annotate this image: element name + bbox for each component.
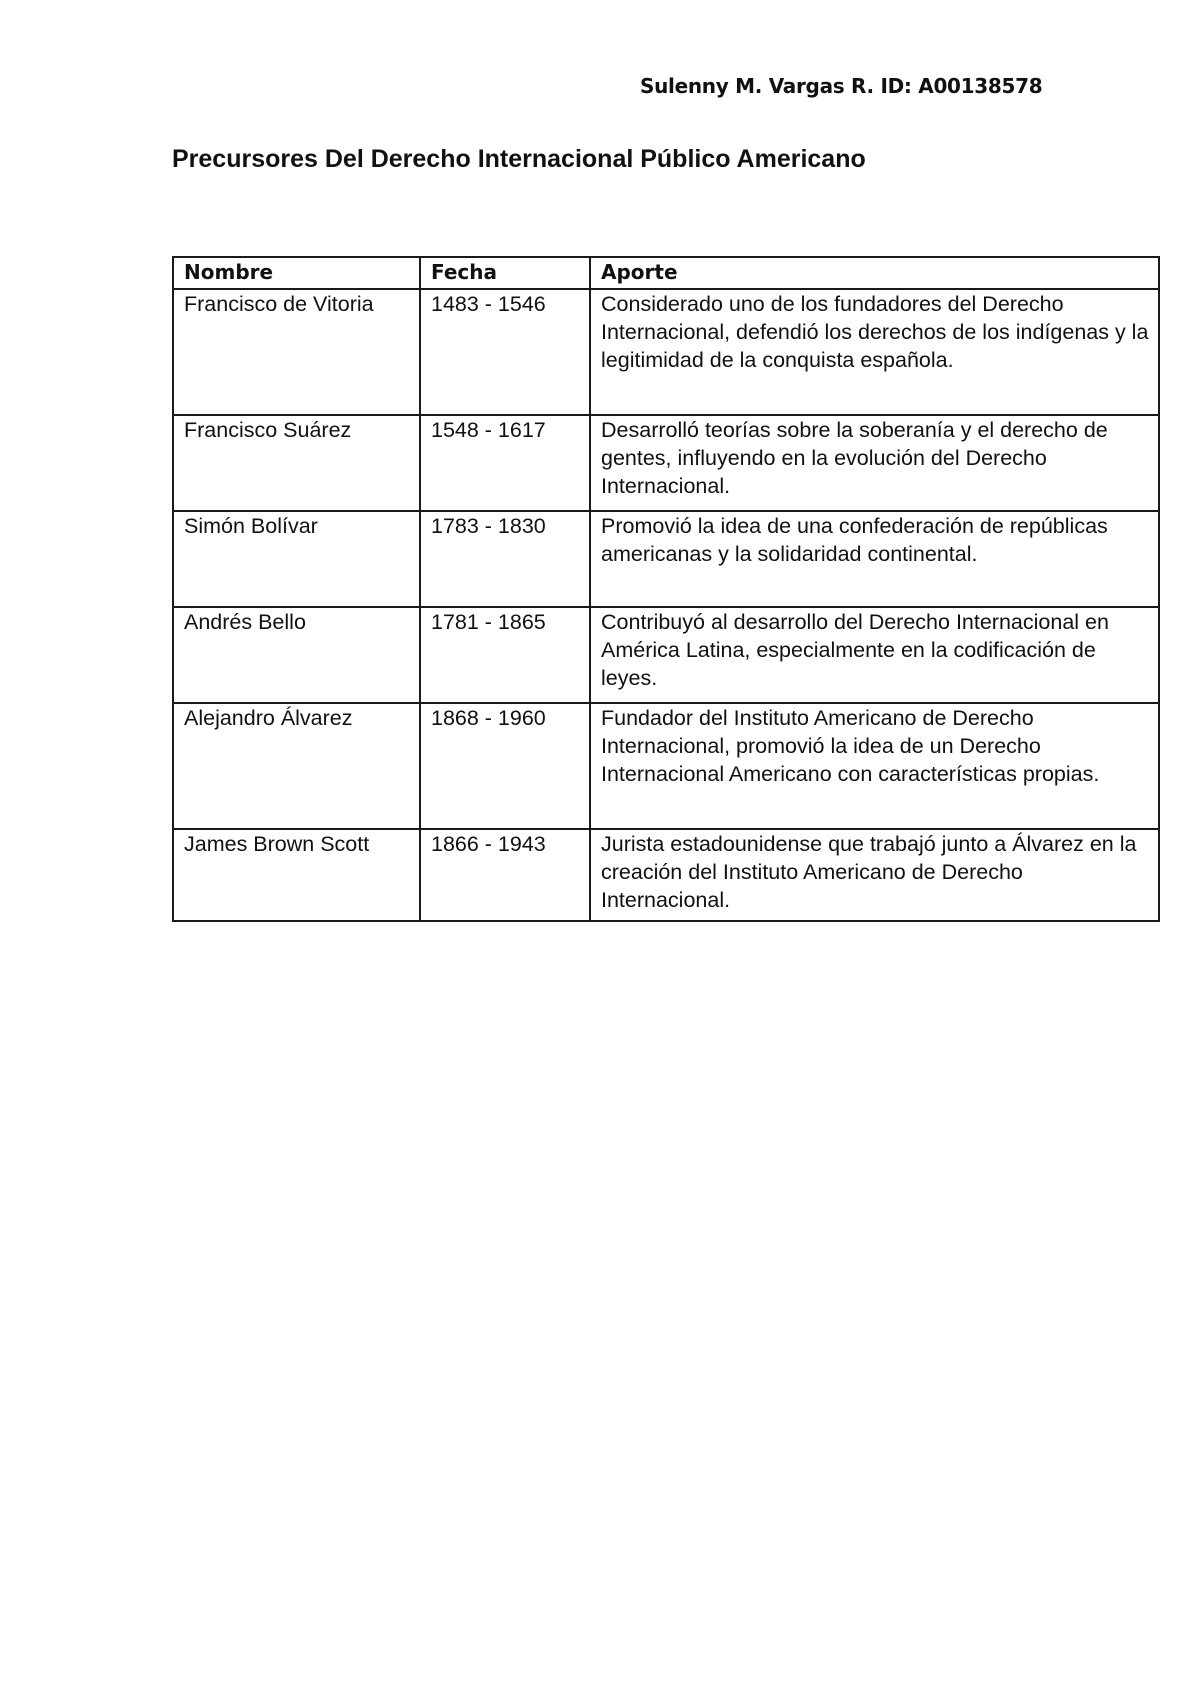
cell-date: 1548 - 1617 — [420, 415, 590, 511]
cell-date: 1868 - 1960 — [420, 703, 590, 829]
cell-name: Alejandro Álvarez — [173, 703, 420, 829]
document-title: Precursores Del Derecho Internacional Público Americano — [172, 145, 866, 173]
cell-contribution: Contribuyó al desarrollo del Derecho Internacional en América Latina, especialmente en la codificación de leyes. — [590, 607, 1159, 703]
author-id-line: Sulenny M. Vargas R. ID: A00138578 — [640, 74, 1043, 98]
cell-date: 1783 - 1830 — [420, 511, 590, 607]
cell-name: Simón Bolívar — [173, 511, 420, 607]
table-header-row — [173, 257, 1159, 289]
cell-contribution: Desarrolló teorías sobre la soberanía y el derecho de gentes, influyendo en la evolución del Derecho Internacional. — [590, 415, 1159, 511]
cell-date: 1781 - 1865 — [420, 607, 590, 703]
cell-name: James Brown Scott — [173, 829, 420, 921]
column-header-date: Fecha — [420, 257, 590, 289]
cell-name: Francisco de Vitoria — [173, 289, 420, 415]
precursors-table — [172, 256, 1160, 922]
cell-contribution: Considerado uno de los fundadores del Derecho Internacional, defendió los derechos de los indígenas y la legitimidad de la conquista española. — [590, 289, 1159, 415]
cell-contribution: Fundador del Instituto Americano de Derecho Internacional, promovió la idea de un Derecho Internacional Americano con características propias. — [590, 703, 1159, 829]
table-row — [173, 703, 1159, 829]
cell-contribution: Jurista estadounidense que trabajó junto a Álvarez en la creación del Instituto Americano de Derecho Internacional. — [590, 829, 1159, 921]
cell-date: 1483 - 1546 — [420, 289, 590, 415]
table-row — [173, 289, 1159, 415]
cell-contribution: Promovió la idea de una confederación de repúblicas americanas y la solidaridad continental. — [590, 511, 1159, 607]
table-row — [173, 511, 1159, 607]
cell-name: Andrés Bello — [173, 607, 420, 703]
column-header-name: Nombre — [173, 257, 420, 289]
cell-date: 1866 - 1943 — [420, 829, 590, 921]
column-header-contribution: Aporte — [590, 257, 1159, 289]
table-row — [173, 829, 1159, 921]
table-row — [173, 607, 1159, 703]
cell-name: Francisco Suárez — [173, 415, 420, 511]
table-row — [173, 415, 1159, 511]
